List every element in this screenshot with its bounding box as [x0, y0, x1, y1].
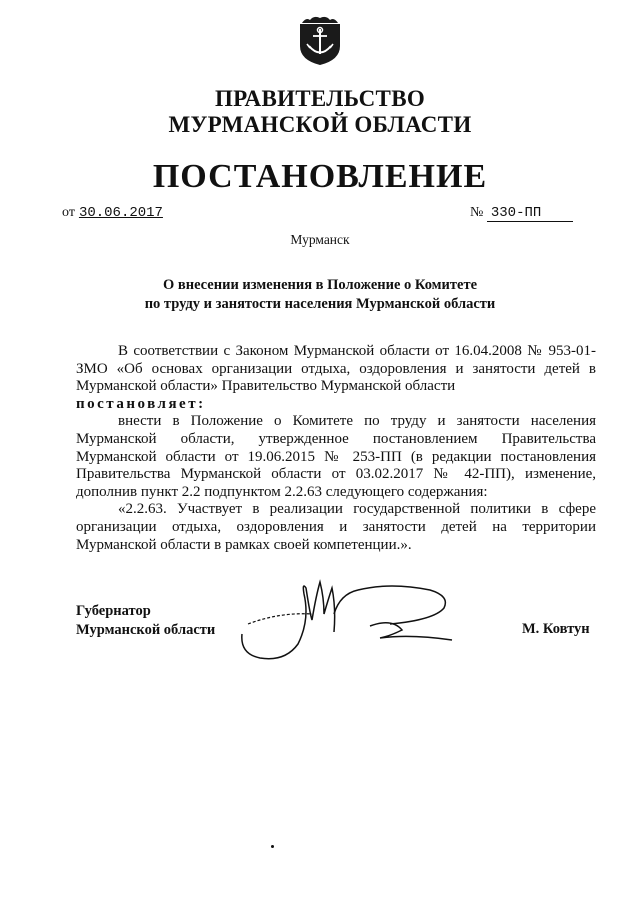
org-name-line2: МУРМАНСКОЙ ОБЛАСТИ [168, 112, 472, 137]
handwritten-signature [240, 574, 460, 664]
subject-line2: по труду и занятости населения Мурманской области [144, 296, 496, 312]
signatory-name: М. Ковтун [522, 621, 590, 637]
signatory-title-line2: Мурманской области [76, 622, 216, 638]
coat-of-arms-icon [298, 14, 342, 66]
date-prefix: от [62, 205, 75, 220]
document-date: 30.06.2017 [78, 205, 163, 221]
date-line [62, 205, 175, 221]
body-paragraph-3: «2.2.63. Участвует в реализации государственной политики в сфере организации отдыха, оздоровления и занятости детей на территории Мурманской области в рамках своей компетенции.». [76, 501, 596, 553]
document-body [76, 343, 596, 554]
scan-speck [271, 845, 274, 848]
city: Мурманск [290, 232, 350, 247]
number-prefix: № [470, 205, 484, 220]
resolves-word: постановляет: [76, 395, 206, 412]
subject-line1: О внесении изменения в Положение о Комитете [162, 277, 478, 293]
document-type: ПОСТАНОВЛЕНИЕ [152, 158, 488, 195]
document-number: 330-ПП [487, 205, 573, 222]
body-paragraph-1: В соответствии с Законом Мурманской области от 16.04.2008 № 953-01-ЗМО «Об основах организации отдыха, оздоровления и занятости детей в Мурманской области» Правительство Мурманской области [76, 343, 596, 395]
number-line [470, 205, 573, 222]
signatory-title-line1: Губернатор [76, 603, 151, 619]
signatory-title [76, 602, 215, 640]
document-subject [0, 276, 640, 314]
body-paragraph-2: внести в Положение о Комитете по труду и занятости населения Мурманской области, утвержденное постановлением Правительства Мурманской области от 19.06.2015 № 253-ПП (в редакции постановления Правительства Мурманской области от 03.02.2017 № 42-ПП), изменение, дополнив пункт 2.2 подпунктом 2.2.63 следующего содержания: [76, 413, 596, 500]
org-name-line1: ПРАВИТЕЛЬСТВО [214, 86, 426, 111]
